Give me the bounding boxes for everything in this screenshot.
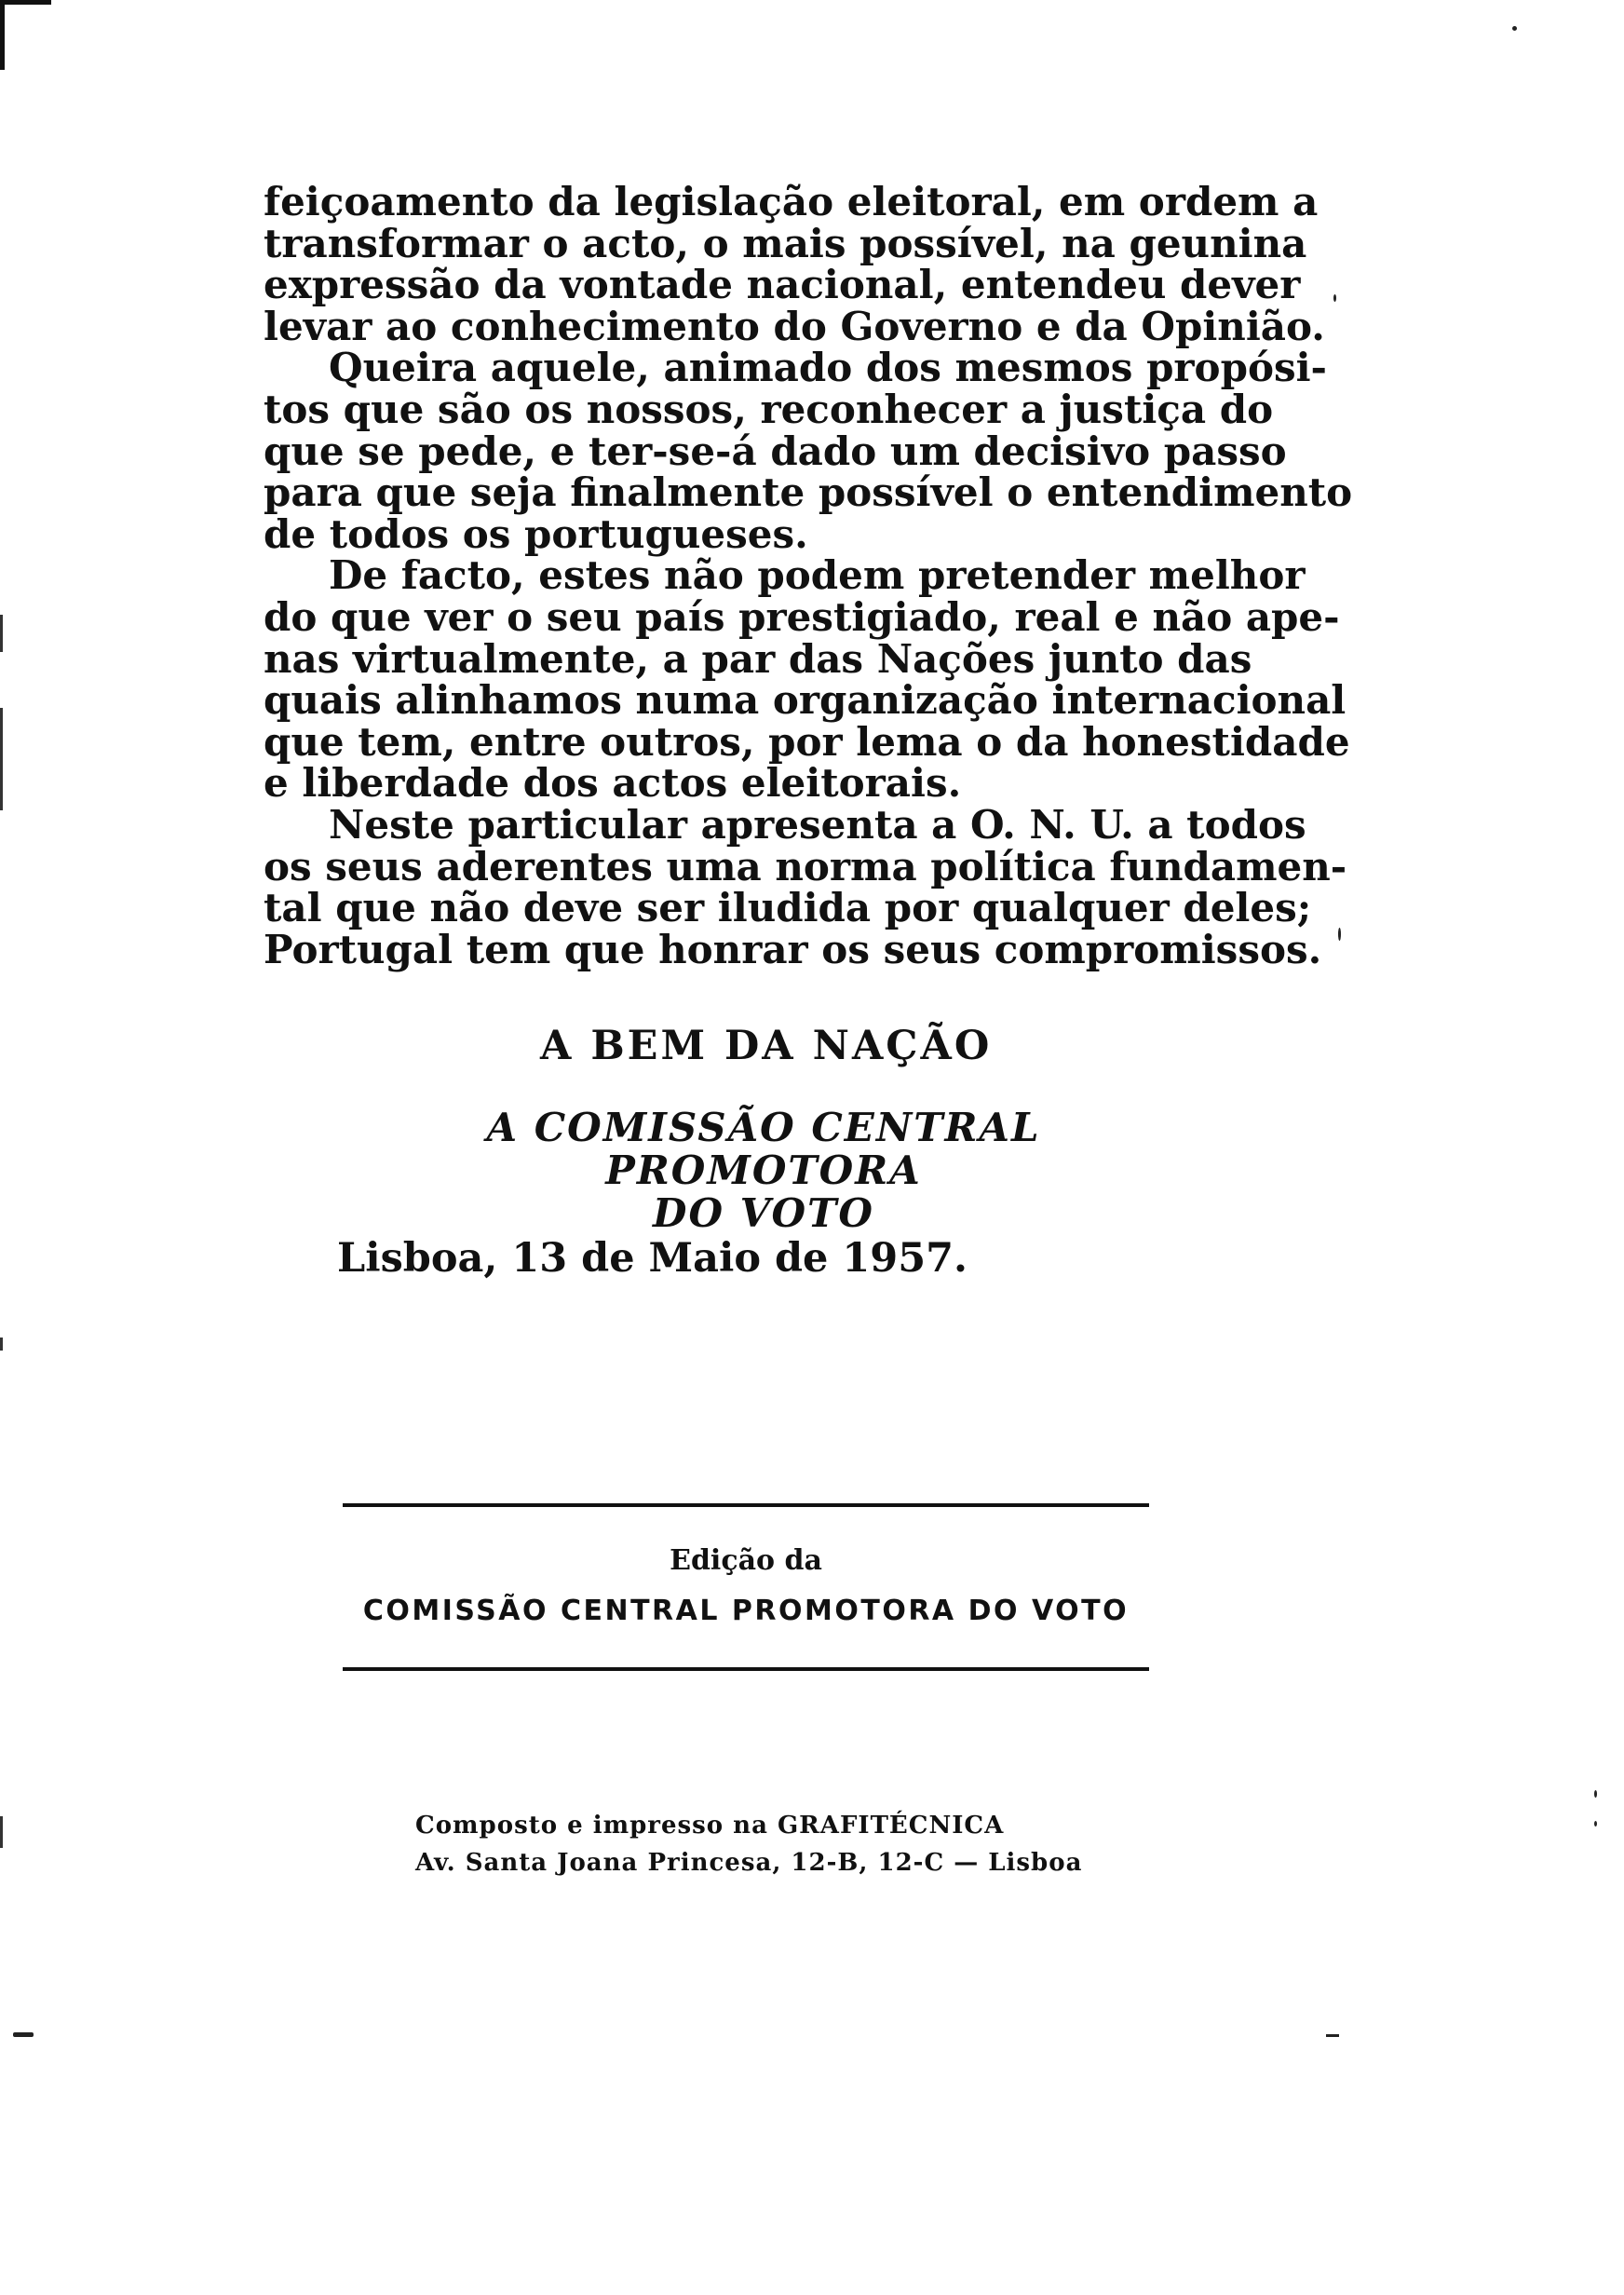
committee-line-1: A COMISSÃO CENTRAL PROMOTORA [486, 1105, 1041, 1193]
scan-edge-line [0, 708, 3, 810]
scan-edge-line [0, 615, 3, 652]
body-line: levar ao conhecimento do Governo e da Opinião. [264, 303, 1325, 349]
body-text [264, 179, 1353, 972]
body-line: que tem, entre outros, por lema o da honestidade [264, 718, 1350, 765]
body-line: transformar o acto, o mais possível, na geunina [264, 220, 1307, 266]
date-line: Lisboa, 13 de Maio de 1957. [337, 1235, 968, 1282]
edition-label: Edição da [670, 1544, 822, 1577]
printer-credit [415, 1807, 1086, 1881]
body-line: e liberdade dos actos eleitorais. [264, 760, 962, 807]
edition-publisher: COMISSÃO CENTRAL PROMOTORA DO VOTO [362, 1595, 1130, 1627]
scan-speck [1333, 294, 1336, 302]
closing-salutation: A BEM DA NAÇÃO [540, 1023, 993, 1069]
body-line: feiçoamento da legislação eleitoral, em ordem a [264, 179, 1319, 224]
scan-speck [1338, 928, 1341, 941]
printer-line-1: Composto e impresso na GRAFITÉCNICA [415, 1812, 1005, 1840]
body-line: os seus aderentes uma norma política fundamen- [264, 843, 1347, 889]
paragraph-start-line: Neste particular apresenta a O. N. U. a todos [329, 801, 1306, 848]
divider-bottom [343, 1667, 1149, 1671]
scan-corner-mark [0, 0, 51, 70]
printer-line-2: Av. Santa Joana Princesa, 12-B, 12-C — Lisboa [415, 1849, 1083, 1877]
body-line: expressão da vontade nacional, entendeu dever [264, 262, 1301, 308]
body-line: Portugal tem que honrar os seus compromissos. [264, 926, 1322, 972]
paragraph-start-line: De facto, estes não podem pretender melhor [329, 552, 1306, 599]
scan-speck [1594, 1821, 1597, 1826]
committee-signature [354, 1107, 1173, 1235]
scan-speck [13, 2032, 34, 2037]
body-line: nas virtualmente, a par das Nações junto das [264, 635, 1252, 682]
body-line: tal que não deve ser iludida por qualquer deles; [264, 885, 1312, 931]
body-line: para que seja finalmente possível o entendimento [264, 469, 1353, 516]
scan-edge-line [0, 1816, 3, 1848]
scan-speck [1326, 2034, 1339, 2037]
paragraph-start-line: Queira aquele, animado dos mesmos propósi- [329, 345, 1327, 391]
body-line: de todos os portugueses. [264, 510, 808, 557]
scan-speck [1594, 1790, 1597, 1798]
scan-speck [1512, 26, 1517, 31]
body-line: tos que são os nossos, reconhecer a justiça do [264, 386, 1274, 432]
body-line: quais alinhamos numa organização internacional [264, 677, 1347, 724]
committee-line-2: DO VOTO [653, 1190, 874, 1236]
scan-edge-line [0, 1338, 3, 1351]
body-line: do que ver o seu país prestigiado, real e não ape- [264, 593, 1340, 640]
divider-top [343, 1503, 1149, 1507]
body-line: que se pede, e ter-se-á dado um decisivo passo [264, 428, 1287, 474]
